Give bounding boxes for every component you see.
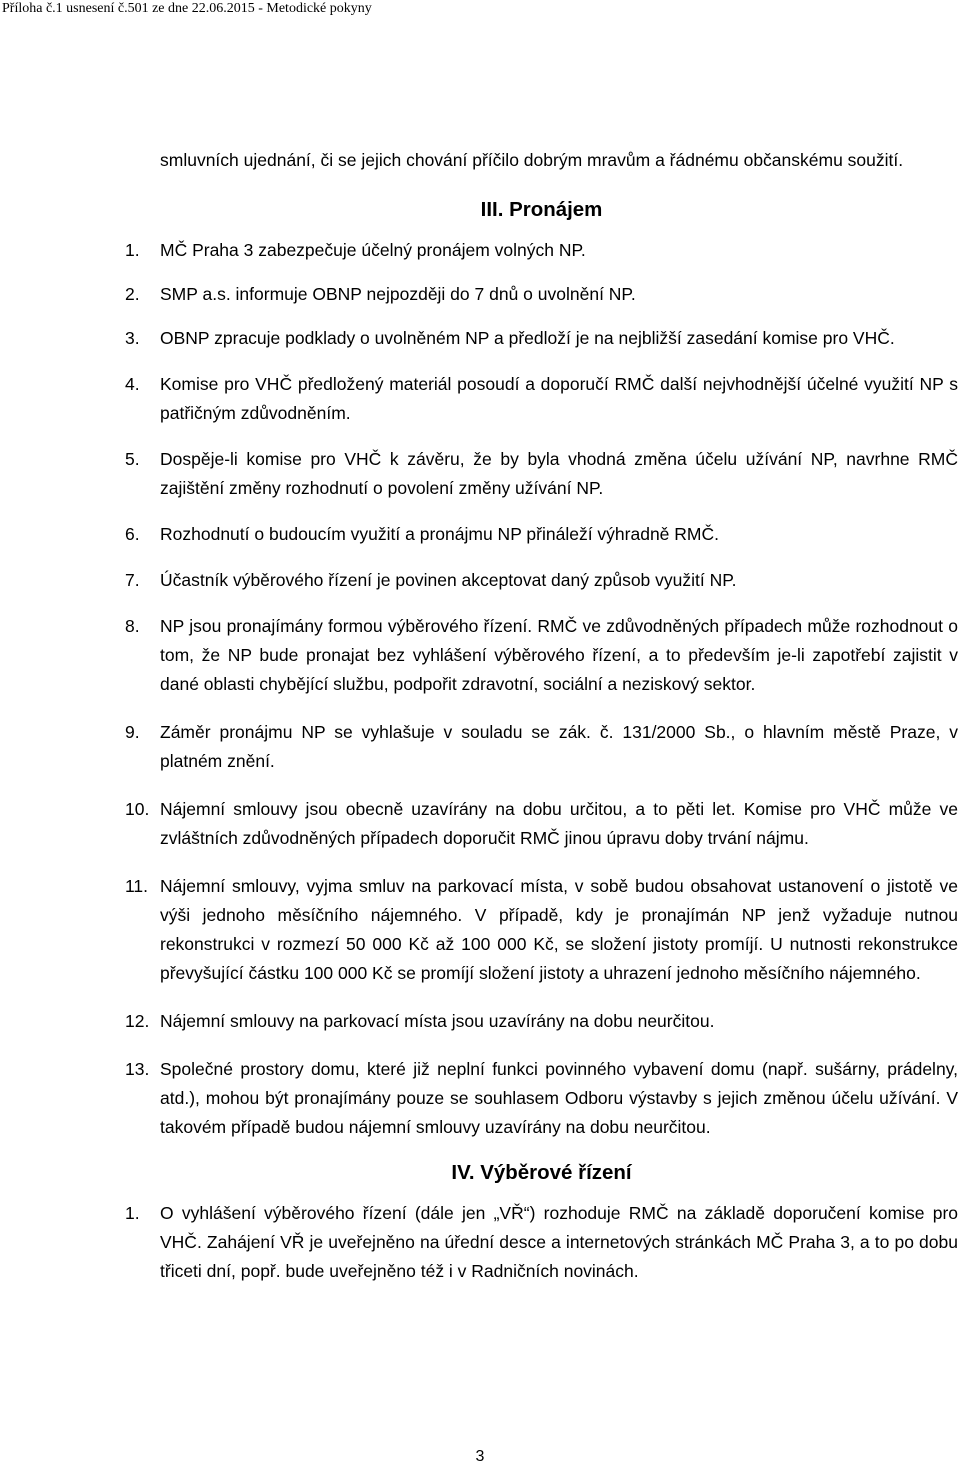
list-item-number: 6. bbox=[125, 524, 140, 544]
list-item-text: O vyhlášení výběrového řízení (dále jen „VŘ“) rozhoduje RMČ na základě doporučení komise pro VHČ. Zahájení VŘ je uveřejněno na úřední desce a internetových stránkách MČ Praha 3, a to po dobu třiceti dní, popř. bude uveřejněno též i v Radničních novinách. bbox=[160, 1203, 958, 1281]
list-item-text: MČ Praha 3 zabezpečuje účelný pronájem volných NP. bbox=[160, 240, 586, 260]
list-item bbox=[125, 612, 958, 699]
list-item bbox=[125, 1199, 958, 1286]
list-item bbox=[125, 324, 958, 353]
list-item-number: 1. bbox=[125, 1203, 140, 1223]
list-item-number: 11. bbox=[125, 876, 149, 896]
pronajem-list bbox=[125, 236, 958, 1142]
list-item-text: Dospěje-li komise pro VHČ k závěru, že by byla vhodná změna účelu užívání NP, navrhne RMČ zajištění změny rozhodnutí o povolení změny užívání NP. bbox=[160, 449, 958, 498]
list-item-text: Rozhodnutí o budoucím využití a pronájmu NP přináleží výhradně RMČ. bbox=[160, 524, 719, 544]
list-item bbox=[125, 566, 958, 595]
document-body bbox=[125, 146, 958, 1286]
list-item-text: Účastník výběrového řízení je povinen akceptovat daný způsob využití NP. bbox=[160, 570, 737, 590]
list-item bbox=[125, 795, 958, 853]
list-item-text: Komise pro VHČ předložený materiál posoudí a doporučí RMČ další nejvhodnější účelné využití NP s patřičným zdůvodněním. bbox=[160, 374, 958, 423]
intro-paragraph: smluvních ujednání, či se jejich chování příčilo dobrým mravům a řádnému občanskému soužití. bbox=[160, 150, 904, 170]
section-heading-vyberove-rizeni: IV. Výběrové řízení bbox=[451, 1161, 632, 1184]
list-item-number: 9. bbox=[125, 722, 140, 742]
list-item-number: 3. bbox=[125, 328, 140, 348]
list-item-text: Nájemní smlouvy, vyjma smluv na parkovací místa, v sobě budou obsahovat ustanovení o jistotě ve výši jednoho měsíčního nájemného. V případě, kdy je pronajímán NP jenž vyžaduje nutnou rekonstrukci v rozmezí 50 000 Kč až 100 000 Kč, se složení jistoty promíjí. U nutnosti rekonstrukce převyšující částku 100 000 Kč se promíjí složení jistoty a uhrazení jednoho měsíčního nájemného. bbox=[160, 876, 958, 983]
list-item bbox=[125, 520, 958, 549]
list-item bbox=[125, 872, 958, 988]
list-item bbox=[125, 280, 958, 309]
list-item-number: 1. bbox=[125, 240, 140, 260]
list-item-number: 13. bbox=[125, 1059, 150, 1079]
list-item-number: 12. bbox=[125, 1011, 150, 1031]
page-number: 3 bbox=[475, 1448, 485, 1465]
vyberove-rizeni-list bbox=[125, 1199, 958, 1286]
list-item bbox=[125, 236, 958, 265]
list-item bbox=[125, 445, 958, 503]
list-item bbox=[125, 1007, 958, 1036]
list-item bbox=[125, 370, 958, 428]
list-item-number: 10. bbox=[125, 799, 150, 819]
list-item-text: Společné prostory domu, které již neplní funkci povinného vybavení domu (např. sušárny, prádelny, atd.), mohou být pronajímány pouze se souhlasem Odboru výstavby s jejich změnou účelu užívání. V takovém případě budou nájemní smlouvy uzavírány na dobu neurčitou. bbox=[160, 1059, 958, 1137]
section-heading-pronajem: III. Pronájem bbox=[480, 198, 603, 221]
list-item-text: Nájemní smlouvy jsou obecně uzavírány na dobu určitou, a to pěti let. Komise pro VHČ může ve zvláštních zdůvodněných případech doporučit RMČ jinou úpravu doby trvání nájmu. bbox=[160, 799, 958, 848]
document-header-note: Příloha č.1 usnesení č.501 ze dne 22.06.2015 - Metodické pokyny bbox=[2, 1, 372, 16]
list-item-number: 7. bbox=[125, 570, 140, 590]
list-item-number: 8. bbox=[125, 616, 140, 636]
list-item-text: Záměr pronájmu NP se vyhlašuje v souladu se zák. č. 131/2000 Sb., o hlavním městě Praze, v platném znění. bbox=[160, 722, 958, 771]
list-item-text: SMP a.s. informuje OBNP nejpozději do 7 dnů o uvolnění NP. bbox=[160, 284, 636, 304]
list-item-number: 5. bbox=[125, 449, 140, 469]
list-item-text: Nájemní smlouvy na parkovací místa jsou uzavírány na dobu neurčitou. bbox=[160, 1011, 715, 1031]
list-item-number: 4. bbox=[125, 374, 140, 394]
list-item-text: OBNP zpracuje podklady o uvolněném NP a předloží je na nejbližší zasedání komise pro VHČ. bbox=[160, 328, 895, 348]
list-item-text: NP jsou pronajímány formou výběrového řízení. RMČ ve zdůvodněných případech může rozhodnout o tom, že NP bude pronajat bez vyhlášení výběrového řízení, a to především je-li zapotřebí zajistit v dané oblasti chybějící službu, podpořit zdravotní, sociální a neziskový sektor. bbox=[160, 616, 958, 694]
list-item bbox=[125, 1055, 958, 1142]
list-item-number: 2. bbox=[125, 284, 140, 304]
list-item bbox=[125, 718, 958, 776]
